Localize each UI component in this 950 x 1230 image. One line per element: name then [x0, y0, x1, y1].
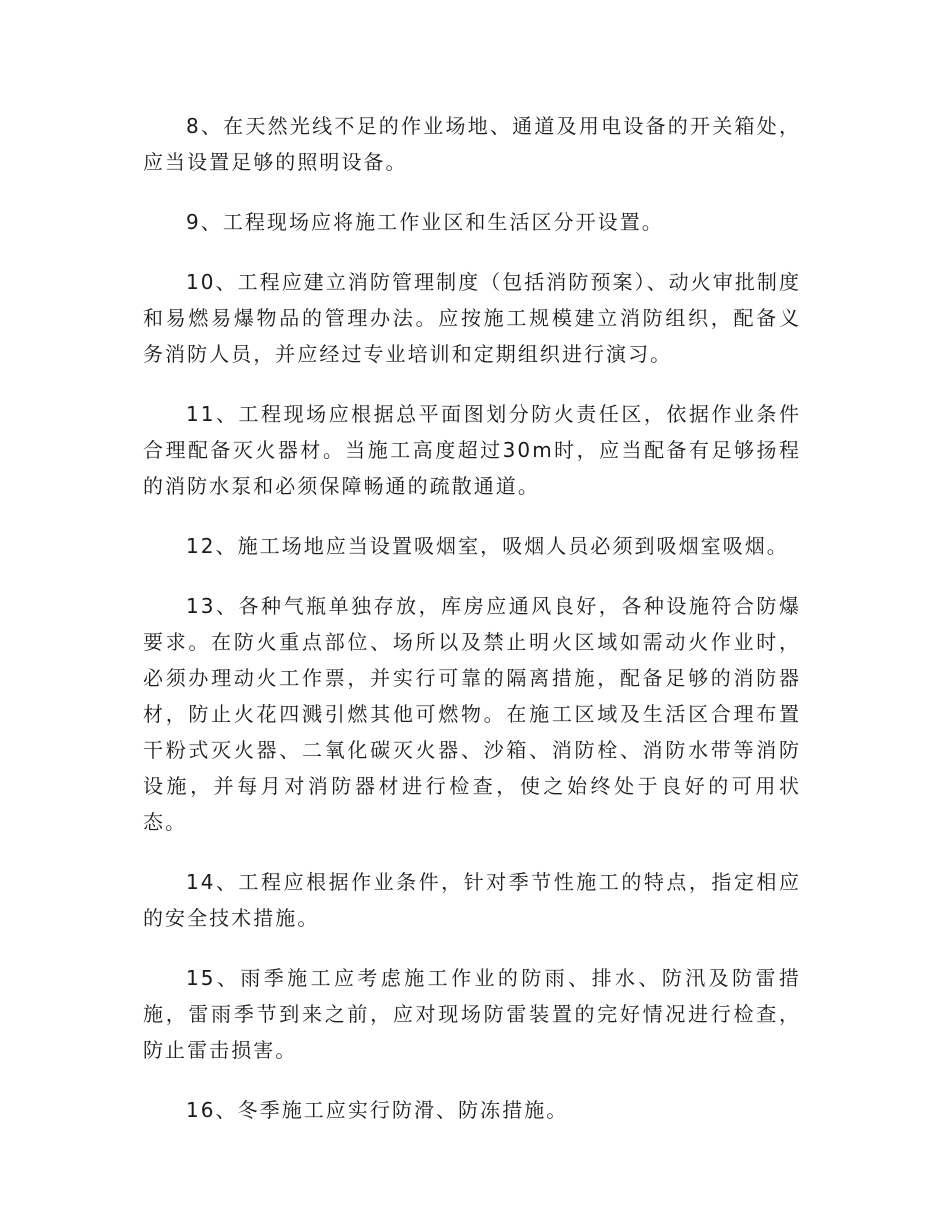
paragraph-item-8: 8、在天然光线不足的作业场地、通道及用电设备的开关箱处，应当设置足够的照明设备。 [143, 114, 801, 174]
document-body [143, 108, 801, 1152]
paragraph-item-9: 9、工程现场应将施工作业区和生活区分开设置。 [186, 210, 664, 234]
paragraph-item-15: 15、雨季施工应考虑施工作业的防雨、排水、防汛及防雷措施，雷雨季节到来之前，应对现场防雷装置的完好情况进行检查，防止雷击损害。 [143, 966, 801, 1062]
paragraph-item-13: 13、各种气瓶单独存放，库房应通风良好，各种设施符合防爆要求。在防火重点部位、场所以及禁止明火区域如需动火作业时，必须办理动火工作票，并实行可靠的隔离措施，配备足够的消防器材，防止火花四溅引燃其他可燃物。在施工区域及生活区合理布置干粉式灭火器、二氧化碳灭火器、沙箱、消防栓、消防水带等消防设施，并每月对消防器材进行检查，使之始终处于良好的可用状态。 [143, 594, 801, 834]
paragraph-item-11: 11、工程现场应根据总平面图划分防火责任区，依据作业条件合理配备灭火器材。当施工高度超过30m时，应当配备有足够扬程的消防水泵和必须保障畅通的疏散通道。 [143, 402, 801, 498]
paragraph-item-16: 16、冬季施工应实行防滑、防冻措施。 [186, 1098, 569, 1122]
paragraph-item-10: 10、工程应建立消防管理制度（包括消防预案）、动火审批制度和易燃易爆物品的管理办法。应按施工规模建立消防组织，配备义务消防人员，并应经过专业培训和定期组织进行演习。 [143, 270, 801, 366]
paragraph-item-12: 12、施工场地应当设置吸烟室，吸烟人员必须到吸烟室吸烟。 [186, 534, 789, 558]
paragraph-item-14: 14、工程应根据作业条件，针对季节性施工的特点，指定相应的安全技术措施。 [143, 870, 801, 930]
